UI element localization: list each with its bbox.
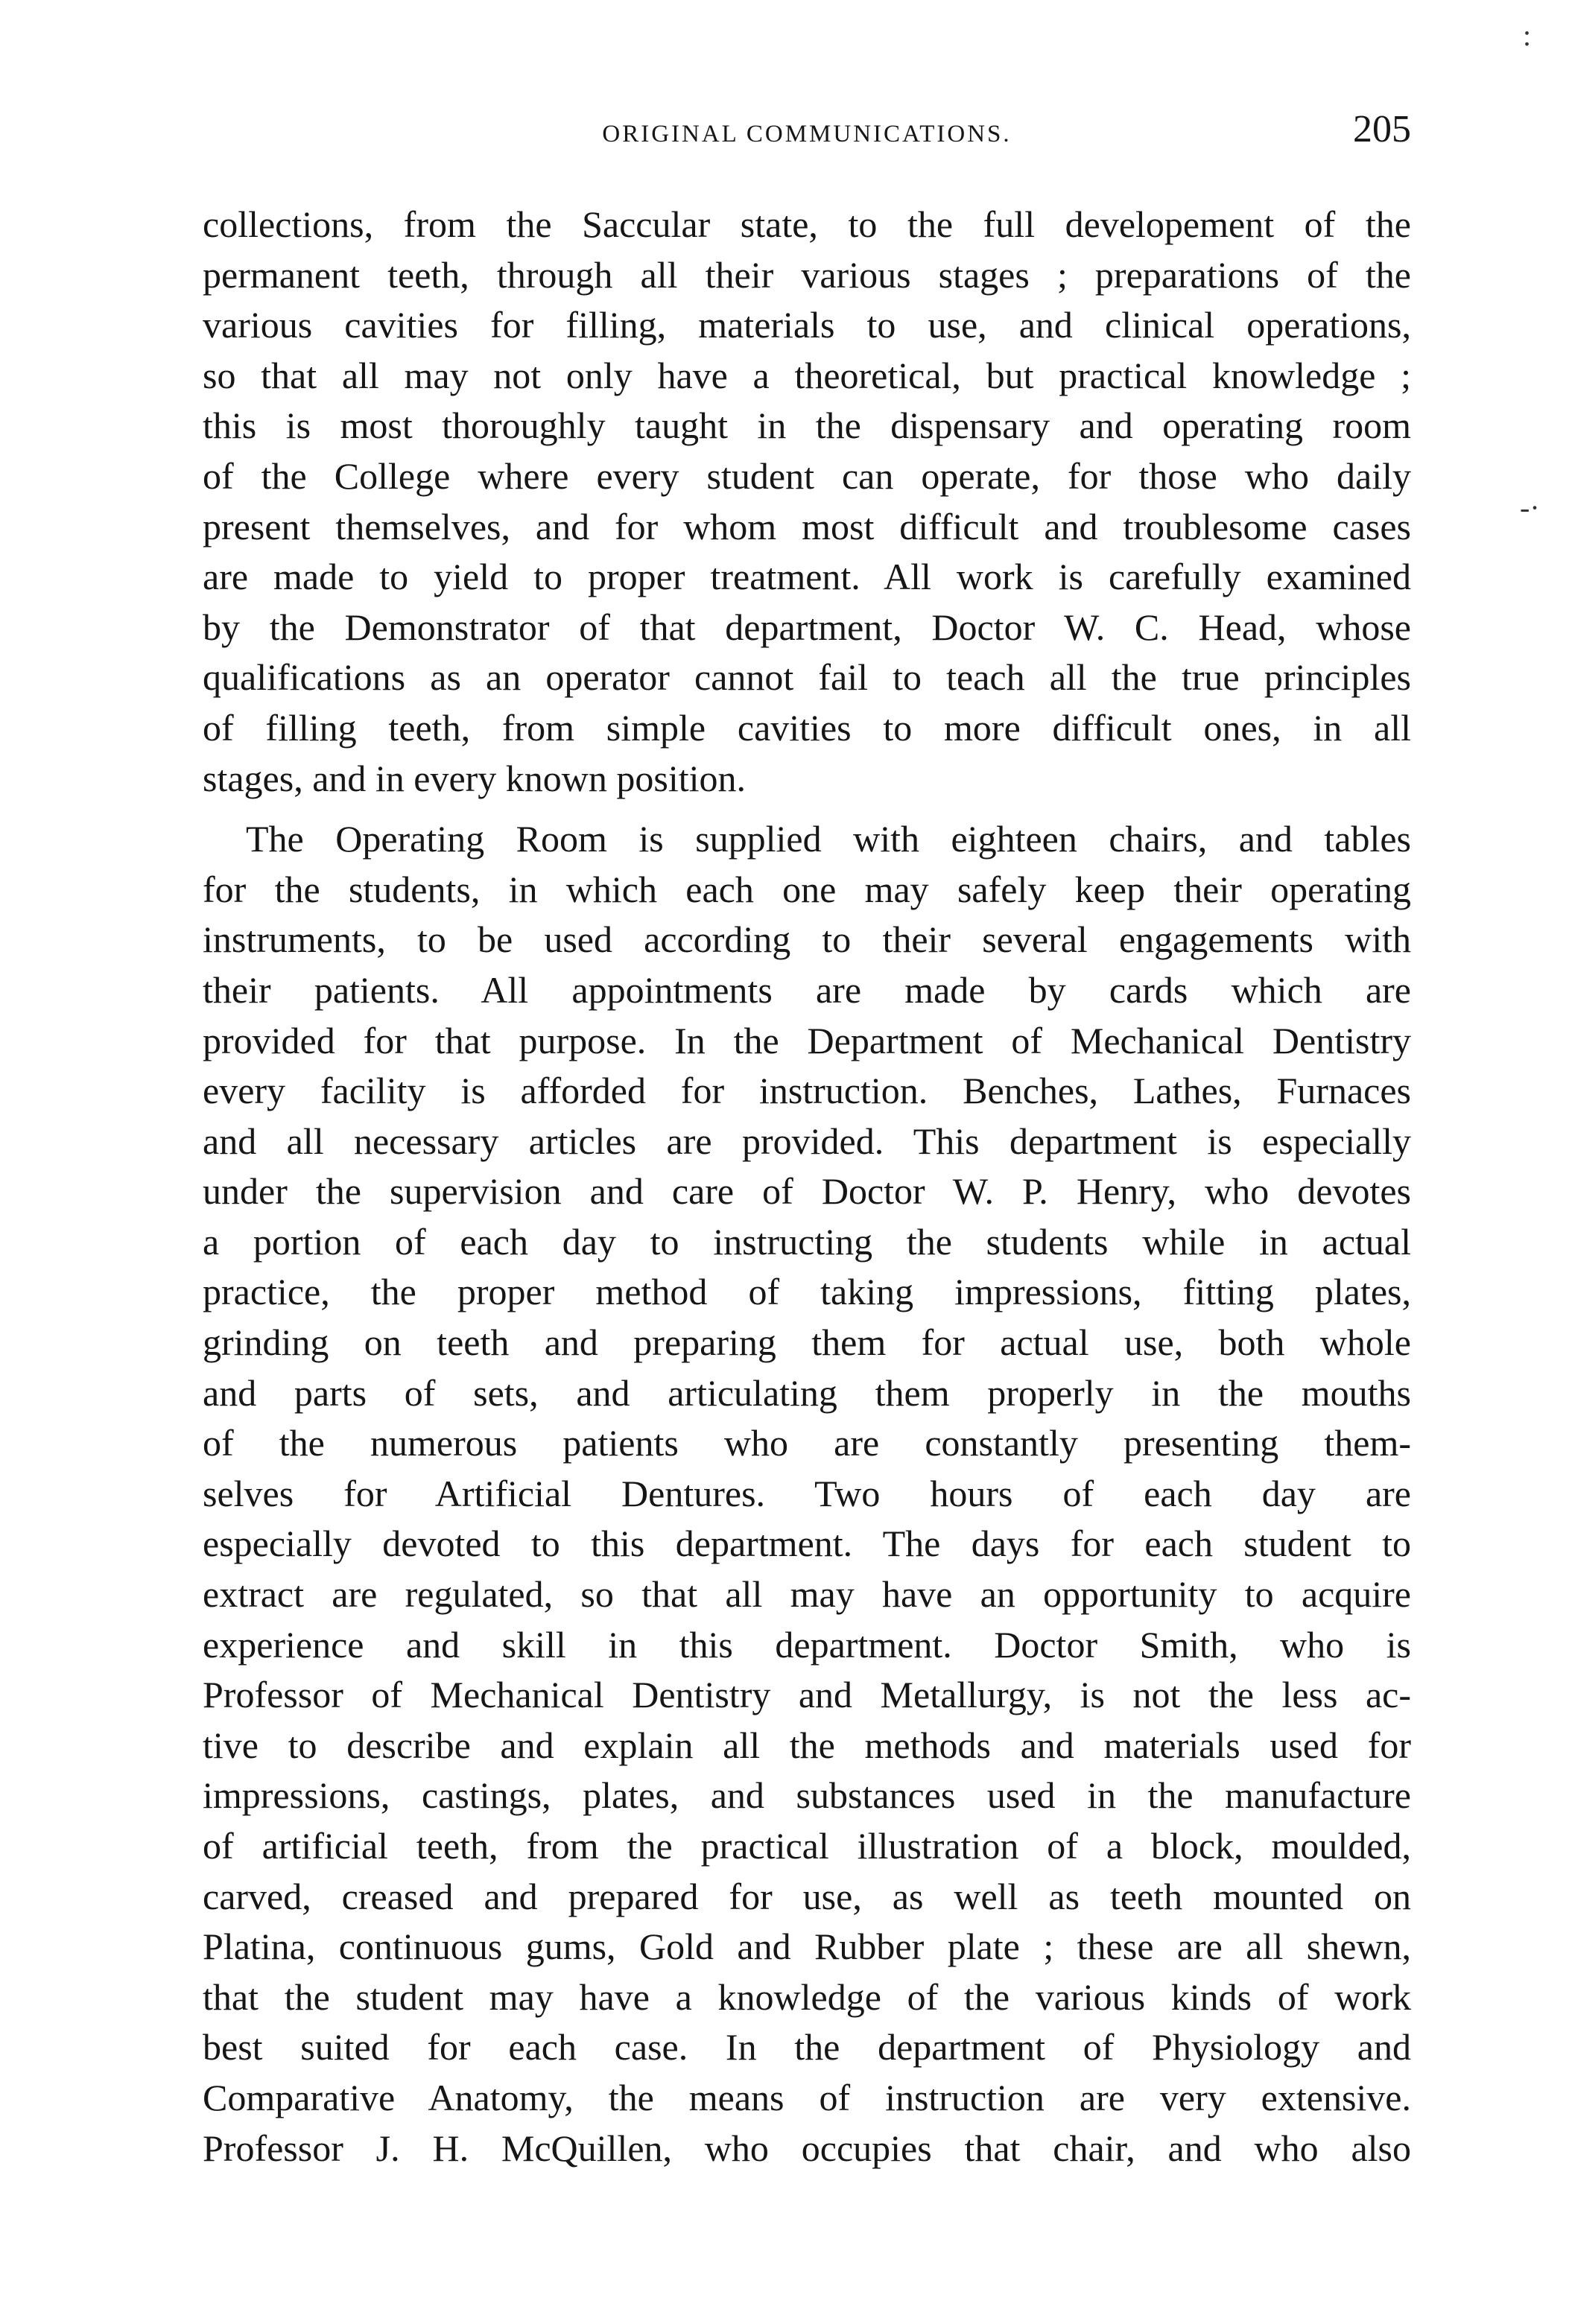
text-line: of the numerous patients who are constantly presenting them-	[203, 1422, 1411, 1464]
text-line: The Operating Room is supplied with eighteen chairs, and tables	[246, 818, 1411, 860]
text-line: grinding on teeth and preparing them for actual use, both whole	[203, 1321, 1411, 1364]
text-line: and all necessary articles are provided. This department is especially	[203, 1120, 1411, 1162]
text-line: and parts of sets, and articulating them properly in the mouths	[203, 1371, 1411, 1414]
text-line: provided for that purpose. In the Department of Mechanical Dentistry	[203, 1019, 1411, 1061]
text-line: for the students, in which each one may safely keep their operating	[203, 868, 1411, 910]
text-line: so that all may not only have a theoretical, but practical knowledge ;	[203, 354, 1411, 396]
paragraph-2	[203, 814, 1411, 2174]
text-line: qualifications as an operator cannot fail to teach all the true principles	[203, 656, 1411, 699]
running-head: ORIGINAL COMMUNICATIONS.	[602, 121, 1012, 147]
text-line: stages, and in every known position.	[203, 757, 747, 799]
margin-mark-right: -·	[1520, 491, 1540, 524]
paragraph-1	[203, 200, 1411, 804]
margin-mark-top: :	[1523, 19, 1532, 52]
text-line: practice, the proper method of taking impressions, fitting plates,	[203, 1271, 1411, 1313]
text-line: every facility is afforded for instruction. Benches, Lathes, Furnaces	[203, 1070, 1411, 1112]
text-line: instruments, to be used according to their several engagements with	[203, 918, 1411, 961]
text-line: Platina, continuous gums, Gold and Rubber plate ; these are all shewn,	[203, 1925, 1411, 1968]
text-line: permanent teeth, through all their various stages ; preparations of the	[203, 253, 1411, 296]
text-line: especially devoted to this department. The days for each student to	[203, 1523, 1411, 1565]
paragraph-gap	[203, 804, 1411, 814]
text-line: various cavities for filling, materials to use, and clinical operations,	[203, 304, 1411, 346]
text-line: extract are regulated, so that all may have an opportunity to acquire	[203, 1573, 1411, 1616]
text-line: Comparative Anatomy, the means of instruction are very extensive.	[203, 2076, 1411, 2118]
text-line: carved, creased and prepared for use, as well as teeth mounted on	[203, 1875, 1411, 1917]
text-line: experience and skill in this department. Doctor Smith, who is	[203, 1623, 1411, 1666]
text-line: a portion of each day to instructing the students while in actual	[203, 1220, 1411, 1263]
text-line: are made to yield to proper treatment. All work is carefully examined	[203, 556, 1411, 598]
text-line: present themselves, and for whom most difficult and troublesome cases	[203, 505, 1411, 547]
text-line: that the student may have a knowledge of the various kinds of work	[203, 1975, 1411, 2018]
text-line: impressions, castings, plates, and substances used in the manufacture	[203, 1774, 1411, 1817]
text-line: of filling teeth, from simple cavities to more difficult ones, in all	[203, 706, 1411, 749]
text-line: of artificial teeth, from the practical illustration of a block, moulded,	[203, 1825, 1411, 1867]
text-line: under the supervision and care of Doctor W. P. Henry, who devotes	[203, 1170, 1411, 1213]
text-line: by the Demonstrator of that department, Doctor W. C. Head, whose	[203, 606, 1411, 648]
text-line: tive to describe and explain all the methods and materials used for	[203, 1724, 1411, 1766]
page-header	[203, 108, 1411, 156]
text-line: their patients. All appointments are made by cards which are	[203, 968, 1411, 1011]
text-line: of the College where every student can operate, for those who daily	[203, 454, 1411, 497]
body-text	[203, 200, 1411, 2174]
page-number: 205	[1353, 108, 1411, 150]
text-line: best suited for each case. In the department of Physiology and	[203, 2026, 1411, 2069]
text-line: collections, from the Saccular state, to the full developement of the	[203, 203, 1411, 245]
text-line: this is most thoroughly taught in the dispensary and operating room	[203, 404, 1411, 447]
text-line: Professor of Mechanical Dentistry and Metallurgy, is not the less ac-	[203, 1674, 1411, 1716]
text-line: Professor J. H. McQuillen, who occupies that chair, and who also	[203, 2127, 1411, 2169]
text-line: selves for Artificial Dentures. Two hours of each day are	[203, 1472, 1411, 1514]
